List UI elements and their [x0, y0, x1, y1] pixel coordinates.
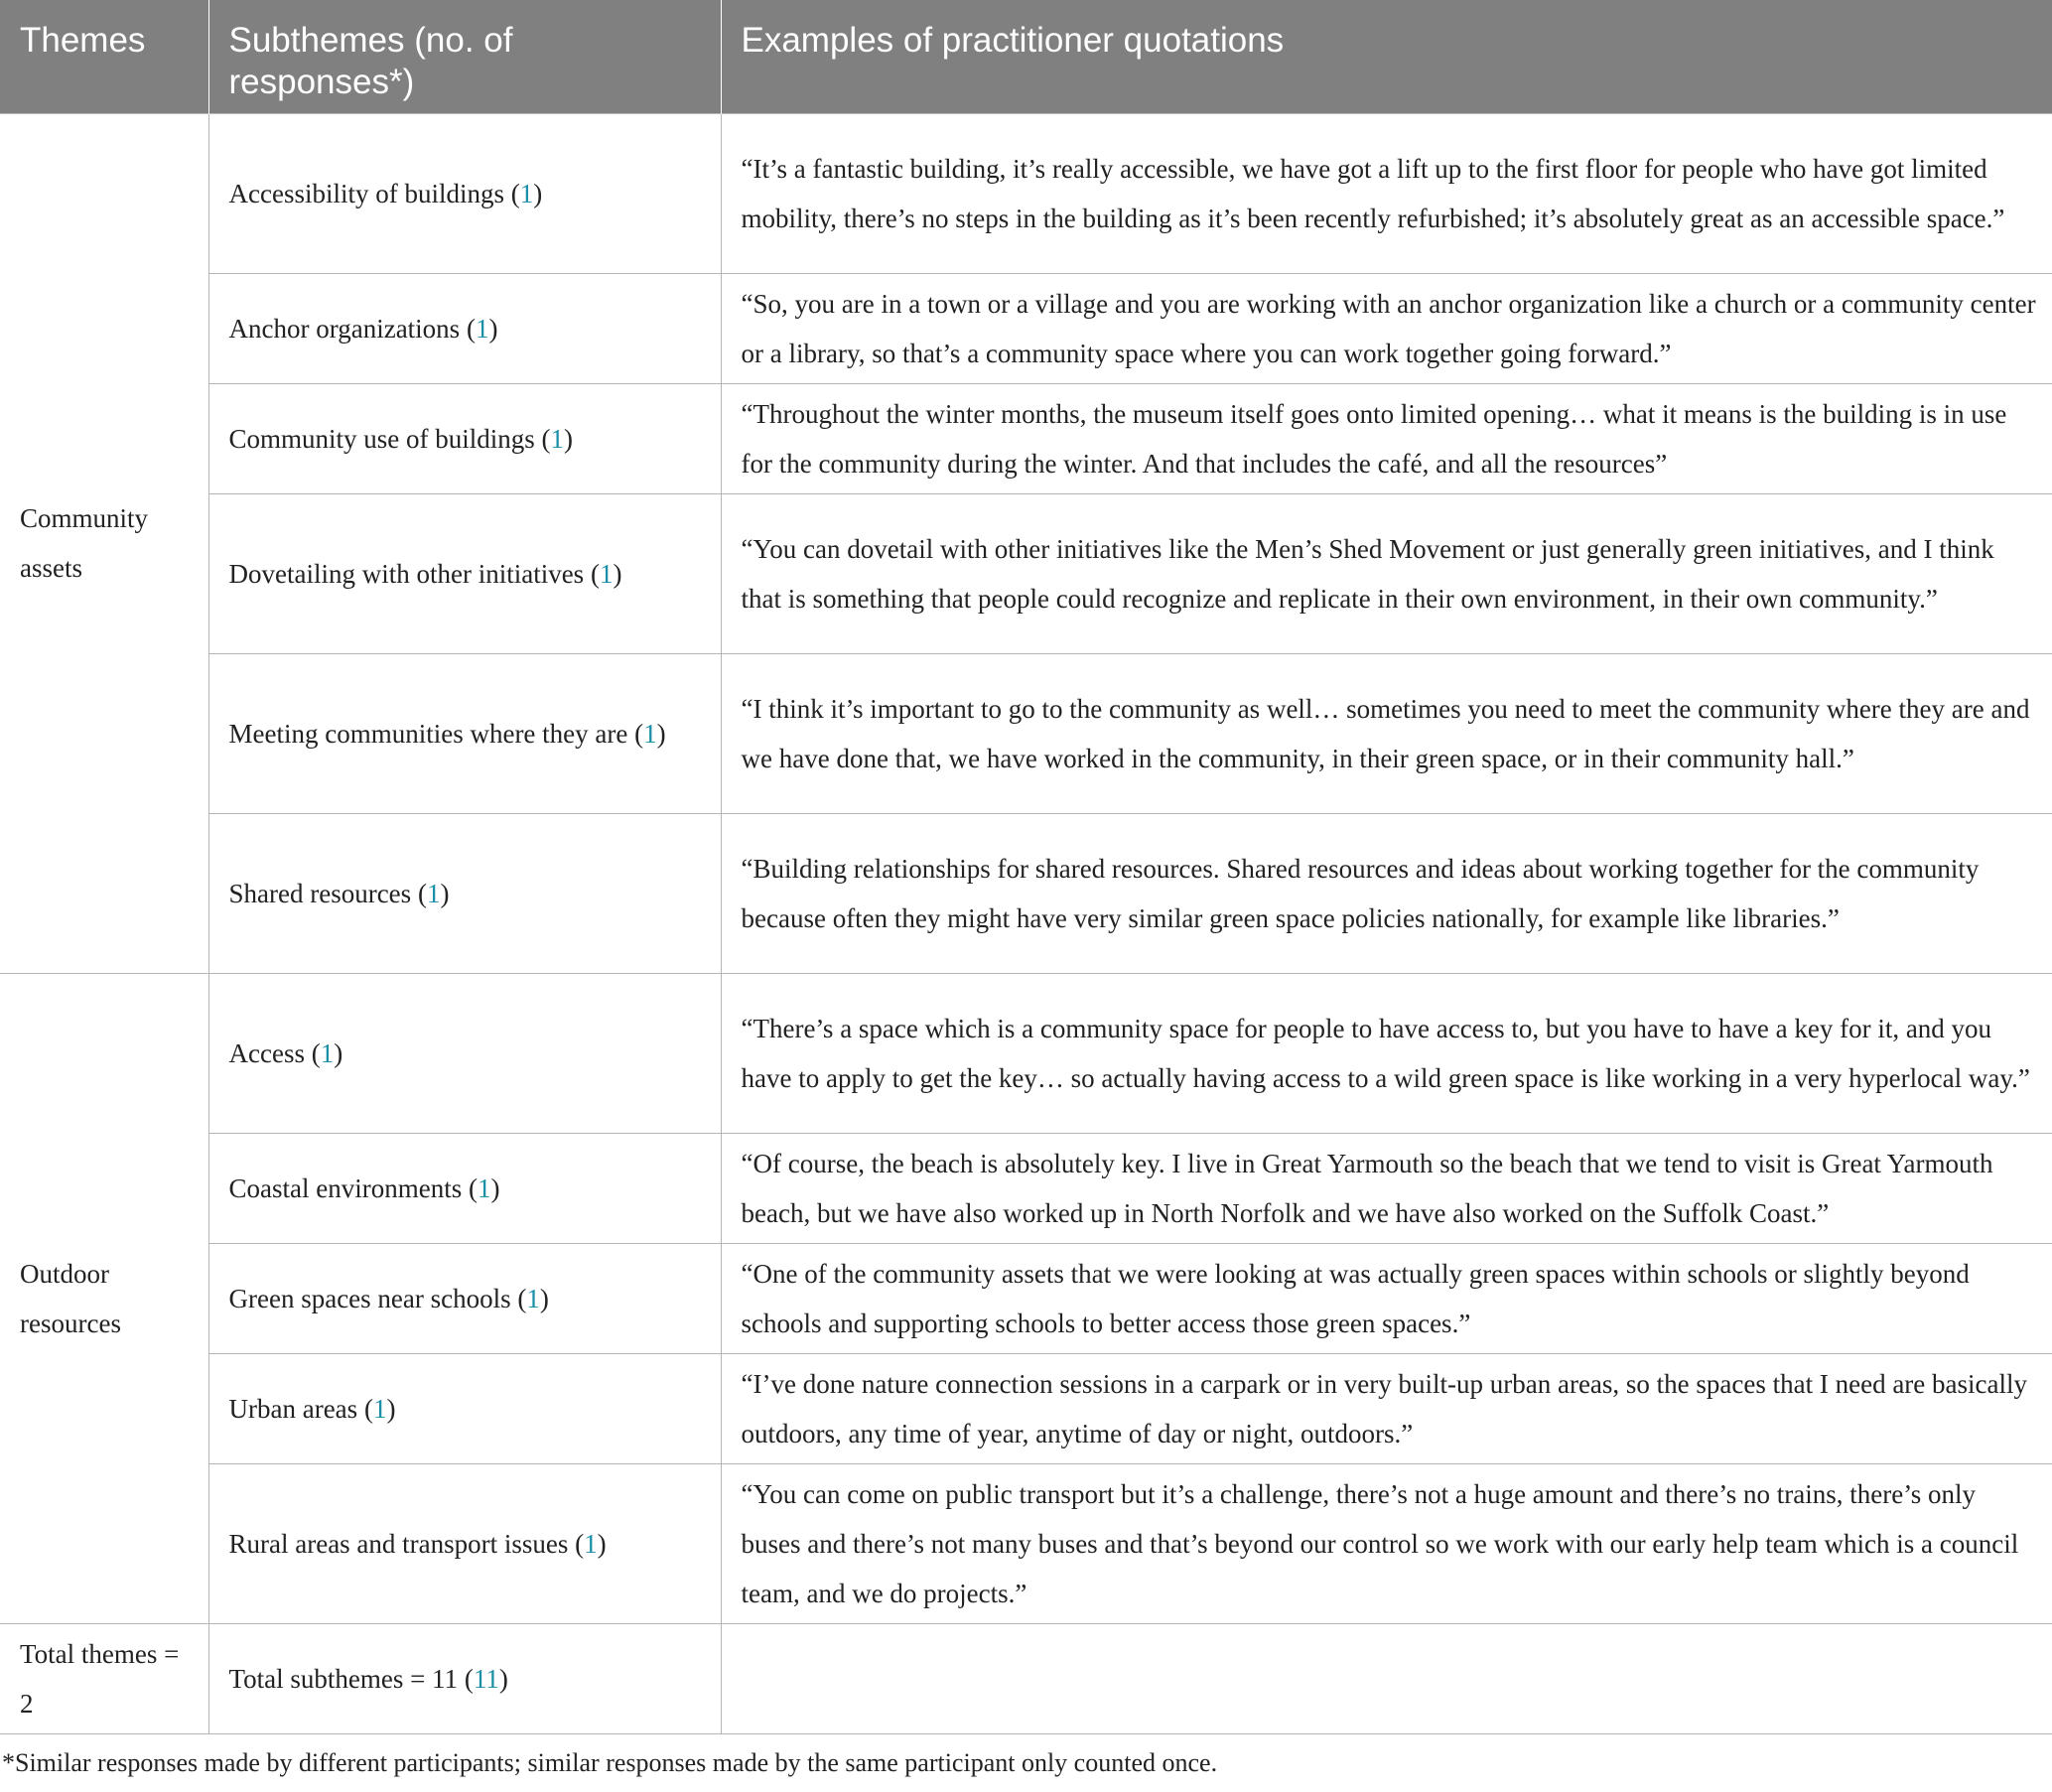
subtheme-label: Accessibility of buildings	[228, 178, 504, 208]
header-themes: Themes	[0, 0, 208, 113]
subtheme-label: Dovetailing with other initiatives	[228, 558, 585, 589]
table-row	[0, 1133, 2052, 1243]
response-count-link[interactable]: 1	[519, 178, 534, 208]
total-row	[0, 1623, 2052, 1733]
subtheme-label: Community use of buildings	[228, 423, 535, 454]
response-count-link[interactable]: 1	[584, 1528, 598, 1559]
subtheme-cell: Shared resources (1)	[208, 813, 721, 973]
table-row	[0, 383, 2052, 493]
response-count-link[interactable]: 1	[643, 718, 657, 749]
total-subthemes-cell: Total subthemes = 11 (11)	[208, 1623, 721, 1733]
header-quotes: Examples of practitioner quotations	[721, 0, 2052, 113]
empty-quote-cell	[721, 1623, 2052, 1733]
subtheme-label: Anchor organizations	[228, 313, 461, 344]
response-count-link[interactable]: 1	[475, 313, 489, 344]
quote-cell: “Building relationships for shared resources. Shared resources and ideas about working together for the community because often they might have very similar green space policies nationally, for example like libraries.”	[721, 813, 2052, 973]
subtheme-cell: Dovetailing with other initiatives (1)	[208, 493, 721, 653]
subtheme-cell: Urban areas (1)	[208, 1353, 721, 1463]
subtheme-cell: Anchor organizations (1)	[208, 273, 721, 383]
table-row	[0, 1463, 2052, 1623]
response-count-link[interactable]: 1	[550, 423, 565, 454]
total-count-link[interactable]: 11	[473, 1663, 499, 1694]
table-row	[0, 813, 2052, 973]
subtheme-label: Coastal environments	[228, 1172, 463, 1203]
subtheme-label: Access	[228, 1037, 305, 1068]
response-count-link[interactable]: 1	[526, 1283, 540, 1313]
subtheme-label: Urban areas	[228, 1393, 358, 1424]
subtheme-cell: Green spaces near schools (1)	[208, 1243, 721, 1353]
table-row	[0, 973, 2052, 1133]
response-count-link[interactable]: 1	[372, 1393, 387, 1424]
header-row	[0, 0, 2052, 113]
response-count-link[interactable]: 1	[477, 1172, 491, 1203]
quote-cell: “You can come on public transport but it’s a challenge, there’s not a huge amount and there’s no trains, there’s only buses and there’s not many buses and that’s beyond our control so we work with our early help team which is a council team, and we do projects.”	[721, 1463, 2052, 1623]
subtheme-cell: Rural areas and transport issues (1)	[208, 1463, 721, 1623]
total-subthemes-label: Total subthemes = 11	[228, 1663, 459, 1694]
subtheme-label: Meeting communities where they are	[228, 718, 628, 749]
quote-cell: “It’s a fantastic building, it’s really accessible, we have got a lift up to the first floor for people who have got limited mobility, there’s no steps in the building as it’s been recently refurbished; it’s absolutely great as an accessible space.”	[721, 113, 2052, 273]
subtheme-cell: Community use of buildings (1)	[208, 383, 721, 493]
quote-cell: “I’ve done nature connection sessions in a carpark or in very built-up urban areas, so the spaces that I need are basically outdoors, any time of year, anytime of day or night, outdoors.”	[721, 1353, 2052, 1463]
table-row	[0, 113, 2052, 273]
header-subthemes: Subthemes (no. of responses*)	[208, 0, 721, 113]
response-count-link[interactable]: 1	[426, 878, 441, 908]
total-themes-cell: Total themes = 2	[0, 1623, 208, 1733]
table-row	[0, 1353, 2052, 1463]
response-count-link[interactable]: 1	[320, 1037, 335, 1068]
subtheme-label: Rural areas and transport issues	[228, 1528, 569, 1559]
table-footnote: *Similar responses made by different participants; similar responses made by the same participant only counted once.	[2, 1748, 1218, 1777]
subtheme-label: Green spaces near schools	[228, 1283, 511, 1313]
subtheme-cell: Accessibility of buildings (1)	[208, 113, 721, 273]
table-row	[0, 653, 2052, 813]
subtheme-cell: Meeting communities where they are (1)	[208, 653, 721, 813]
subtheme-cell: Access (1)	[208, 973, 721, 1133]
quote-cell: “Throughout the winter months, the museum itself goes onto limited opening… what it means is the building is in use for the community during the winter. And that includes the café, and all the resources”	[721, 383, 2052, 493]
table-row	[0, 273, 2052, 383]
subtheme-cell: Coastal environments (1)	[208, 1133, 721, 1243]
table-row	[0, 493, 2052, 653]
quote-cell: “Of course, the beach is absolutely key. I live in Great Yarmouth so the beach that we tend to visit is Great Yarmouth beach, but we have also worked up in North Norfolk and we have also worked on the Suffolk Coast.”	[721, 1133, 2052, 1243]
response-count-link[interactable]: 1	[599, 558, 614, 589]
theme-cell: Outdoor resources	[0, 973, 208, 1623]
quote-cell: “I think it’s important to go to the community as well… sometimes you need to meet the community where they are and we have done that, we have worked in the community, in their green space, or in their community hall.”	[721, 653, 2052, 813]
theme-cell: Community assets	[0, 113, 208, 973]
quote-cell: “You can dovetail with other initiatives like the Men’s Shed Movement or just generally green initiatives, and I think that is something that people could recognize and replicate in their own environment, in their own community.”	[721, 493, 2052, 653]
quote-cell: “There’s a space which is a community space for people to have access to, but you have to have a key for it, and you have to apply to get the key… so actually having access to a wild green space is like working in a very hyperlocal way.”	[721, 973, 2052, 1133]
table-row	[0, 1243, 2052, 1353]
quote-cell: “So, you are in a town or a village and you are working with an anchor organization like a church or a community center or a library, so that’s a community space where you can work together going forward.”	[721, 273, 2052, 383]
quote-cell: “One of the community assets that we were looking at was actually green spaces within schools or slightly beyond schools and supporting schools to better access those green spaces.”	[721, 1243, 2052, 1353]
subtheme-label: Shared resources	[228, 878, 412, 908]
